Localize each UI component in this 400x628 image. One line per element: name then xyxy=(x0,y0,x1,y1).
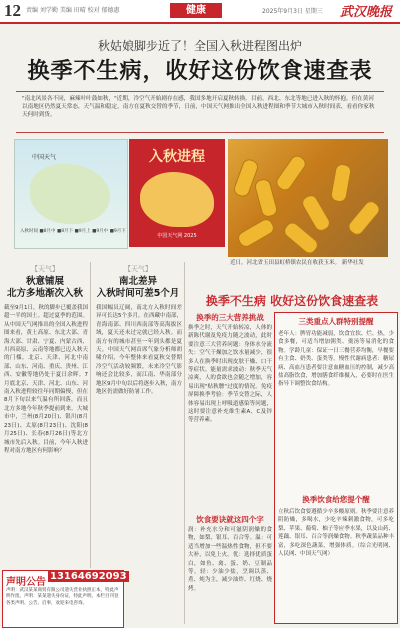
ad-phone[interactable]: 13164692093 xyxy=(50,571,127,582)
article-headline: 换季不生病，收好这份饮食速查表 xyxy=(27,58,373,84)
col3-body-1: 换季之时，天气开始转凉，人体的新陈代谢及免疫力随之波动，此时要注意三大营养问题：身体水分流失：空气干燥加之饮水量减少，很多人在换季时出现皮肤干燥、口干等症状。能量需求波动：秋季天气凉爽，人的食欲也会随之增加，容易出现"贴秋膘"过度的情况。免疫屏障换季考验：季节交替之际，人体容易出现上呼吸道感染等问题，这时要注意补充维生素A、C及锌等营养素。 xyxy=(188,325,272,424)
box-subhead: 换季饮食给您提个醒 xyxy=(302,495,370,504)
col3-body-2: 润：补充水分和可滋阴润燥的食物，如梨、银耳、百合等。温：可适当增加一些温热性食物，但不要大补，以免上火。优：选择优质蛋白，如鱼、禽、蛋、奶、豆制品等。轻：少油少盐，烹调以蒸、煮、炖为主，减少油炸、红烧、烧烤。 xyxy=(188,527,272,592)
section-label: 健康 xyxy=(170,3,222,18)
staff-credits: 责编 刘学勤 美编 田晴 校对 郁德惠 xyxy=(26,7,120,14)
col1-tag: 【天气】 xyxy=(31,265,59,273)
col1-body: 截至9月1日，秋的脚步已覆盖我国超一半的国土。超过夏季的范围。从中国天气网推出的全国入秋进程图来看，黄土高原、东北大部、青海大部、甘肃、宁夏、内蒙古西、川西高原、云南等地都已迈入秋天的门槛。北京、天津、河北中南部、山东、河南、重庆、贵州、江西、安徽等地仍处于夏日余晖。7月底北京、天津、河北、山东、河南入秋进程较往年同期偏慢，但在8月下旬以来气温有所回落，而且北方多地今年秋季提前到来。大城市中，兰州(8月20日)、银川(8月23日)、太原(8月23日)、沈阳(8月25日)、长春(8月26日)等北方城市先后入秋。目前，今年入秋进程对南方地区有何影响？ xyxy=(4,305,88,454)
article-kicker: 秋姑娘脚步近了！全国入秋进程图出炉 xyxy=(97,39,302,53)
poster-title: 入秋进程 xyxy=(149,149,205,165)
col2-title: 南北差异 入秋时间可差5个月 xyxy=(96,276,180,299)
col3-subhead-1: 换季的三大营养挑战 xyxy=(196,313,264,322)
map-legend: 入秋时间 ■8月中 ■8月下 ■9月上 ■9月中 ■9月下 xyxy=(20,229,126,234)
box-body-2: 立秋后饮食要遵循少辛多酸原则。秋季要注意养阴防燥，多喝水，少吃辛辣刺激食物，可多吃梨、苹果、葡萄、柚子等应季水果，以及山药、莲藕、银耳、百合等润燥食物。秋季蔬菜品种丰富，多吃深色蔬菜，增强体质。（综合光明网、人民网、中国天气网） xyxy=(278,509,394,558)
issue-date: 2025年9月3日 星期三 xyxy=(262,8,323,15)
column-divider xyxy=(90,262,91,568)
ad-title: 声明公告 xyxy=(6,577,46,588)
map-title: 中国天气 xyxy=(32,154,57,161)
col2-body: 我国幅员辽阔，南北方入秋时间差异可长达5个多月。在西藏中南部，青海南部、四川西南部等高海拔区域，夏天还未过完就已经入秋。而南方有的城市甚至一年到头都是夏天。中国天气网首席气象分析师胡啸介绍，今年整体来看夏秋交替期冷空气活动较频繁，未来冷空气影响还会比较多，而江南、华南部分地区9月中旬以后将逐步入秋，南方地区仍需做好防暑工作。 xyxy=(96,305,182,396)
col2-tag: 【天气】 xyxy=(124,265,152,273)
col3-subhead-2: 饮食要诀就这四个字 xyxy=(196,515,264,524)
col1-title: 秋意铺展 北方多地渐次入秋 xyxy=(6,276,83,299)
header-divider xyxy=(0,22,400,24)
box-title: 三类重点人群特别提醒 xyxy=(298,317,374,326)
corn-harvest-photo xyxy=(228,139,388,257)
poster-subtitle: 中国天气网 2025 xyxy=(157,233,197,239)
box-body: 老年人：脾胃功能减弱，饮食宜软、烂、热，少食多餐，可适当增加粥类、羹汤等易消化的食物。学龄儿童：保证一日三餐营养均衡，早餐要有主食、奶类、蛋类等。慢性代谢病患者：糖尿病、高血压患者要注意血糖血压的控制，减少高盐高脂饮食，增加膳食纤维摄入，必要时在医生指导下调整饮食结构。 xyxy=(278,331,394,388)
article-lead: "南北风景各不同，麻辣叶叶鼓如秋，"近期，冷空气开始剧存在感，我国多地开启夏秋转换。目前，西北、东北等地已进入秋的怀抱，但在黄河以南地区仍然夏天常态，天气温和稳定，南方在夏秋交替的季节，日前，中国天气网推出全国入秋进程图和季节大城市入秋时间表，看看你家秋天何时到货。 xyxy=(16,91,384,133)
page-number: 12 xyxy=(4,1,21,20)
column-divider xyxy=(184,262,185,624)
photo-caption: 近日，河北省玉田县虹桥镇农民在收获玉米。 新华社发 xyxy=(230,260,364,266)
ad-body: 声明：武汉某某商贸有限公司遗失营业执照正本，特此声明作废。声明：某某遗失身份证，特此声明。本栏目刊登各类声明、公告、启事，欢迎来电咨询。 xyxy=(6,588,119,606)
masthead-logo: 武汉晚报 xyxy=(340,5,393,20)
col3-title: 换季不生病 收好这份饮食速查表 xyxy=(205,294,379,308)
